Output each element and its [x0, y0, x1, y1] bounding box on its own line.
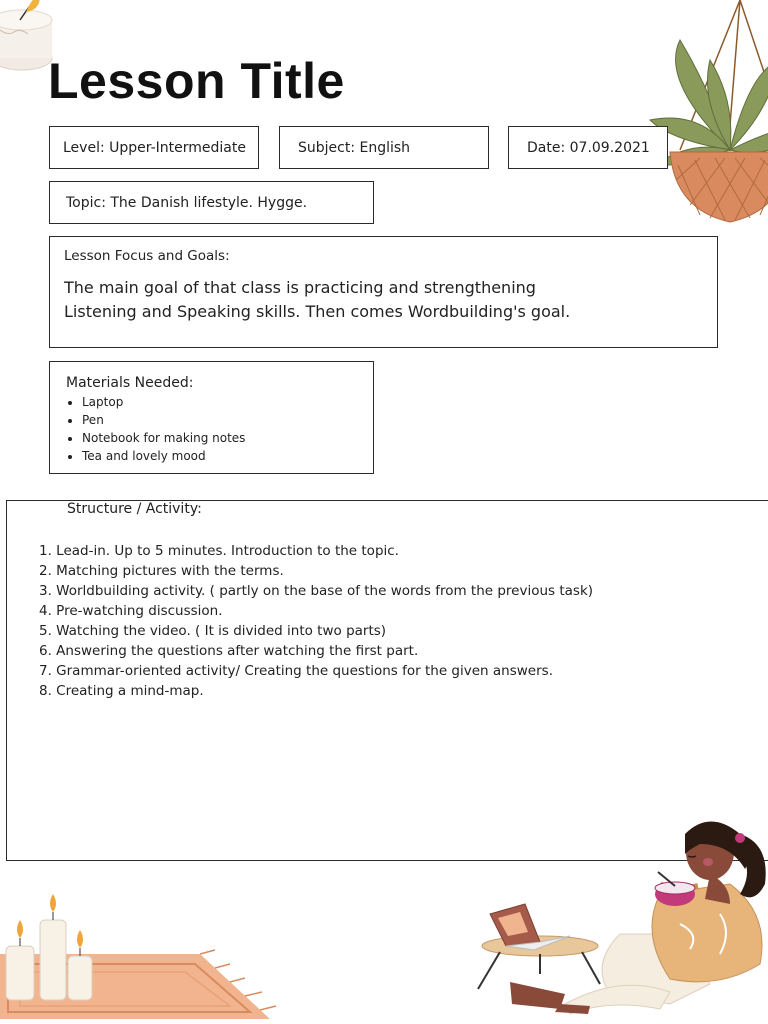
structure-heading: Structure / Activity:: [67, 501, 202, 517]
goals-section: [49, 236, 718, 348]
subject-field: [279, 126, 489, 169]
topic-field: [49, 181, 374, 224]
list-item: • Laptop: [82, 393, 373, 411]
date-field: [508, 126, 668, 169]
list-item: 8. Creating a mind-map.: [39, 683, 204, 699]
list-item: 6. Answering the questions after watching the first part.: [39, 643, 419, 659]
goals-line-2: Listening and Speaking skills. Then comes Wordbuilding's goal.: [64, 302, 571, 321]
materials-section: [49, 361, 374, 474]
list-item: • Tea and lovely mood: [82, 447, 373, 465]
structure-section: [6, 500, 768, 861]
materials-heading: Materials Needed:: [66, 375, 194, 391]
page-title: Lesson Title: [48, 53, 345, 109]
candles-rug-icon: [0, 894, 280, 1024]
goals-line-1: The main goal of that class is practicing and strengthening: [64, 278, 536, 297]
list-item: • Pen: [82, 411, 373, 429]
hanging-plant-icon: [640, 0, 768, 230]
list-item: 2. Matching pictures with the terms.: [39, 563, 284, 579]
list-item: 5. Watching the video. ( It is divided into two parts): [39, 623, 387, 639]
goals-heading: Lesson Focus and Goals:: [64, 248, 230, 264]
list-item: 3. Worldbuilding activity. ( partly on the base of the words from the previous task): [39, 583, 594, 599]
level-field: [49, 126, 259, 169]
level-label: Level: Upper-Intermediate: [63, 139, 246, 156]
goals-text: [64, 276, 717, 324]
subject-label: Subject: English: [298, 139, 411, 156]
list-item: • Notebook for making notes: [82, 429, 373, 447]
list-item: 1. Lead-in. Up to 5 minutes. Introduction to the topic.: [39, 543, 399, 559]
list-item: 4. Pre-watching discussion.: [39, 603, 223, 619]
list-item: 7. Grammar-oriented activity/ Creating the questions for the given answers.: [39, 663, 553, 679]
date-label: Date: 07.09.2021: [527, 139, 650, 156]
topic-label: Topic: The Danish lifestyle. Hygge.: [66, 194, 308, 211]
woman-reading-icon: [470, 814, 768, 1024]
materials-list: [66, 393, 373, 465]
activity-list: [39, 541, 593, 701]
